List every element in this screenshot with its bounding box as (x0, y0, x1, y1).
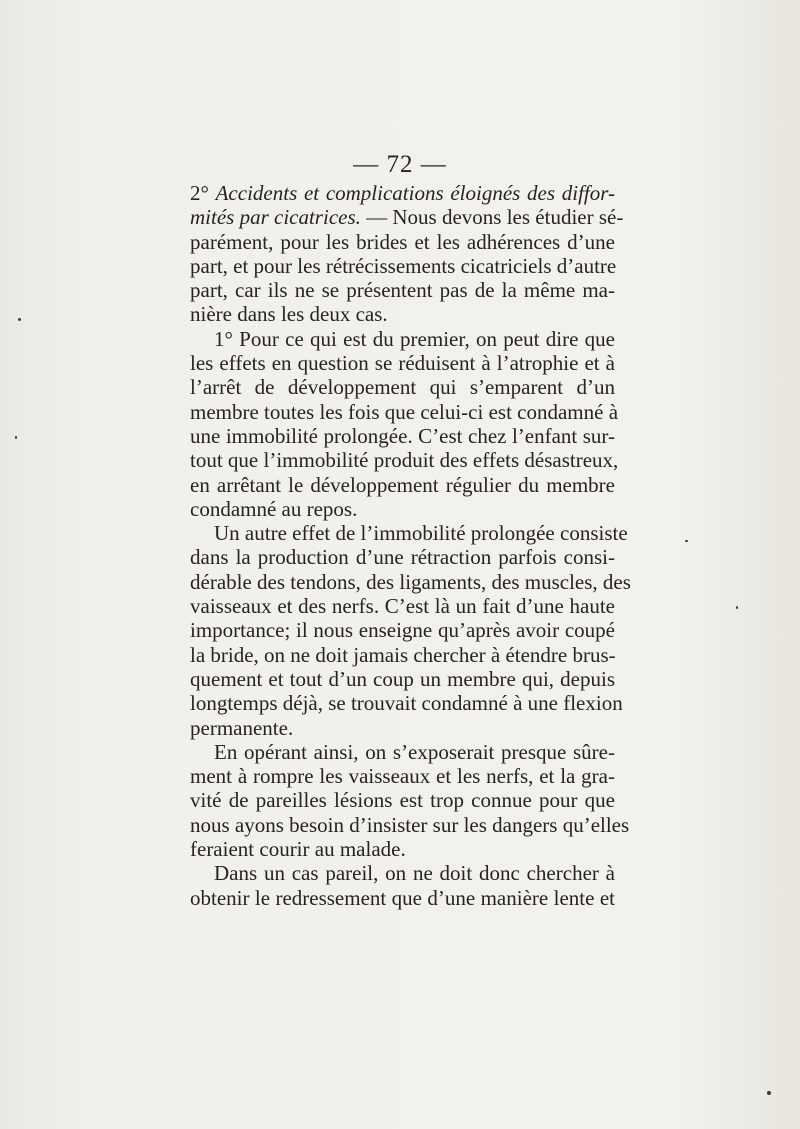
page-number: — 72 — (353, 151, 447, 178)
text-line (190, 618, 615, 642)
text-run: importance; il nous enseigne qu’après avoir coupé (190, 618, 615, 643)
text-line (190, 181, 615, 205)
text-run: longtemps déjà, se trouvait condamné à une flexion (190, 691, 623, 716)
text-line (190, 643, 615, 667)
text-run: nière dans les deux cas. (190, 302, 388, 327)
text-line (190, 497, 615, 521)
text-run: quement et tout d’un coup un membre qui, depuis (190, 666, 615, 691)
text-line (190, 740, 615, 764)
text-run: dans la production d’une rétraction parfois consi- (190, 545, 615, 570)
text-run: ment à rompre les vaisseaux et les nerfs, et la gra- (190, 764, 615, 789)
text-run: — Nous devons les étudier sé- (360, 205, 624, 230)
text-line (190, 764, 615, 788)
text-line (190, 861, 615, 885)
text-run: condamné au repos. (190, 496, 358, 521)
text-run: l’arrêt de développement qui s’emparent d’un (190, 375, 615, 400)
text-run: en arrêtant le développement régulier du membre (190, 472, 615, 497)
ink-speck (767, 1091, 771, 1095)
text-run: Dans un cas pareil, on ne doit donc chercher à (214, 861, 615, 886)
text-line (190, 716, 615, 740)
text-line (190, 424, 615, 448)
text-run: permanente. (190, 715, 294, 740)
text-run: les effets en question se réduisent à l’atrophie et à (190, 351, 615, 376)
text-line (190, 351, 615, 375)
text-line (190, 594, 615, 618)
text-run: feraient courir au malade. (190, 837, 406, 862)
text-line (190, 399, 619, 424)
text-run: part, car ils ne se présentent pas de la même ma- (190, 278, 615, 303)
text-line (190, 302, 615, 326)
text-line (190, 569, 631, 594)
text-run: nous ayons besoin d’insister sur les dangers qu’elles (190, 812, 630, 837)
ink-speck (18, 318, 21, 321)
text-line (190, 667, 615, 691)
text-run: 1° Pour ce qui est du premier, on peut dire que (214, 326, 615, 351)
text-line (190, 375, 615, 399)
text-line (190, 545, 615, 569)
text-run: part, et pour les rétrécissements cicatriciels d’autre (190, 253, 617, 278)
text-run: dérable des tendons, des ligaments, des muscles, des (190, 569, 631, 594)
text-line (190, 278, 615, 302)
text-line (190, 691, 623, 716)
text-line (190, 473, 615, 497)
ink-speck (15, 436, 17, 439)
ink-speck (736, 606, 738, 609)
text-line (190, 448, 619, 473)
text-run: Un autre effet de l’immobilité prolongée consiste (214, 521, 628, 546)
text-line (190, 521, 628, 546)
text-line (190, 837, 615, 861)
italic-text: mités par cicatrices. (190, 205, 361, 230)
text-line (190, 886, 615, 910)
text-run: membre toutes les fois que celui-ci est condamné à (190, 399, 619, 424)
text-line (190, 788, 615, 812)
text-run: une immobilité prolongée. C’est chez l’enfant sur- (190, 423, 615, 448)
text-line (190, 812, 630, 837)
text-line (190, 254, 615, 278)
ink-speck (685, 540, 688, 542)
text-run: la bride, on ne doit jamais chercher à étendre brus- (190, 642, 616, 667)
text-run: tout que l’immobilité produit des effets désastreux, (190, 448, 619, 473)
text-run: vité de pareilles lésions est trop connue pour que (190, 788, 615, 813)
body-text (190, 181, 631, 910)
text-run: obtenir le redressement que d’une manière lente et (190, 885, 615, 910)
text-line (190, 205, 624, 230)
text-run: 2° (190, 181, 216, 205)
text-run: En opérant ainsi, on s’exposerait presque sûre- (214, 739, 615, 764)
text-line (190, 230, 615, 254)
text-run: parément, pour les brides et les adhérences d’une (190, 229, 615, 254)
text-line (190, 327, 615, 351)
text-run: vaisseaux et des nerfs. C’est là un fait d’une haute (190, 594, 615, 619)
italic-text: Accidents et complications éloignés des diffor- (215, 181, 615, 205)
